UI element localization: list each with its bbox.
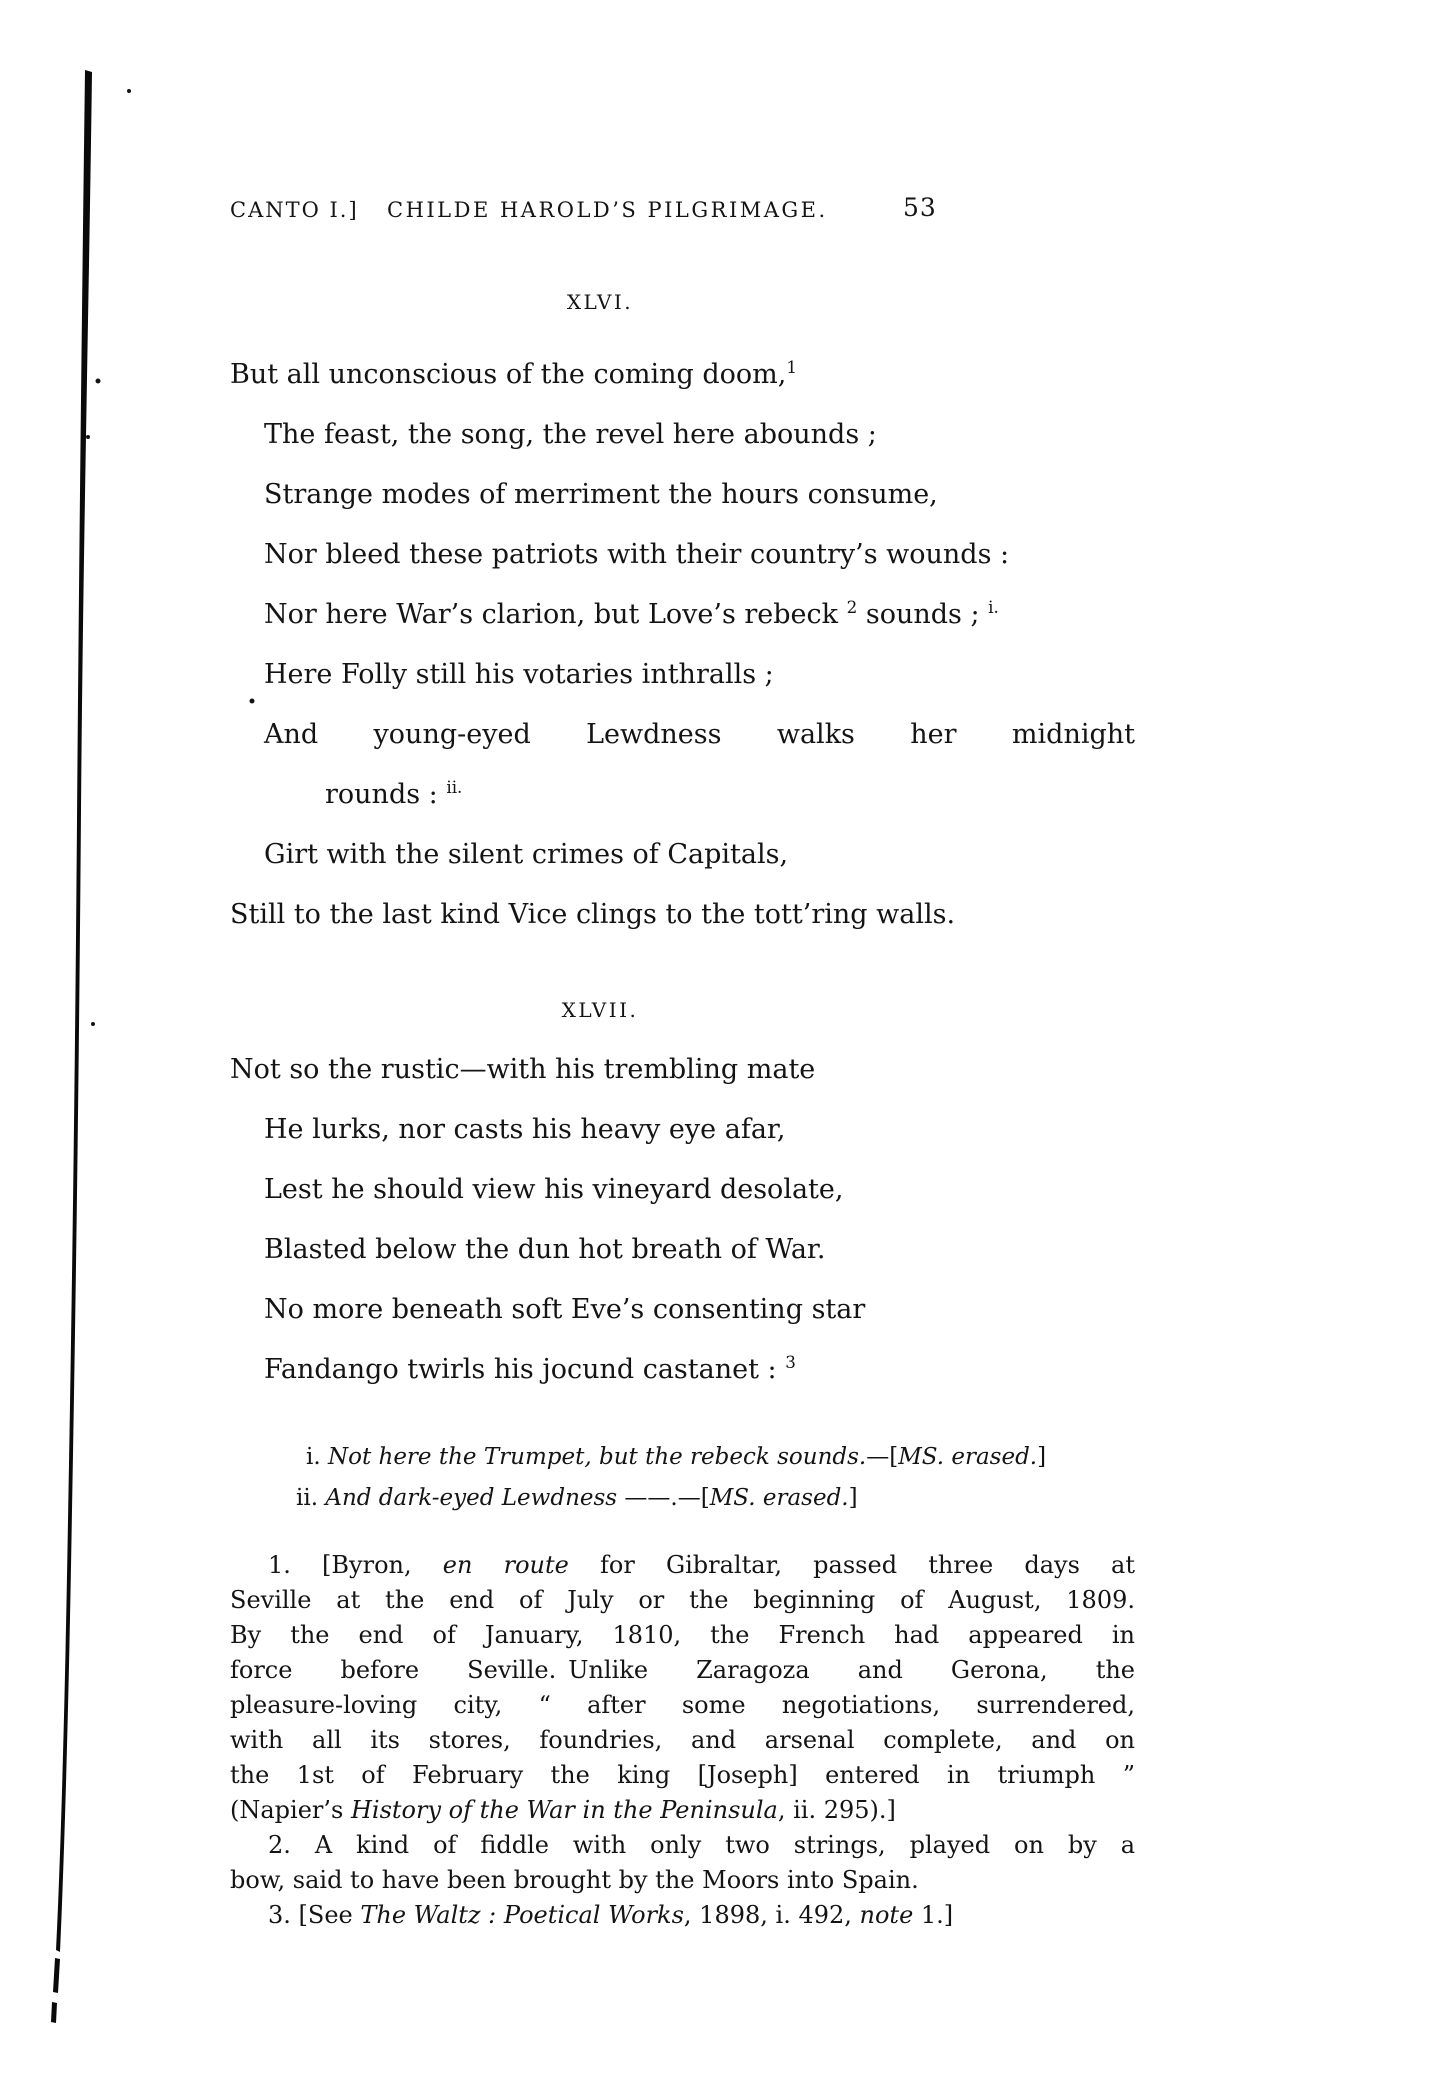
ms-note-line: [296, 1437, 1086, 1478]
footnote-line: [230, 1618, 1135, 1653]
footnote-line: [230, 1758, 1135, 1793]
text-segment: Poetical Works: [503, 1901, 684, 1929]
text-segment: bow, said to have been brought by the Moors into Spain.: [230, 1866, 919, 1894]
text-segment: , ii. 295).]: [777, 1796, 896, 1824]
text-segment: MS. erased.: [898, 1444, 1038, 1470]
page-number: 53: [903, 193, 937, 222]
ms-note-line: [296, 1478, 1086, 1519]
text-segment: 3. [See: [268, 1901, 361, 1929]
footnote-ref: ii.: [446, 777, 463, 797]
text-segment: But all unconscious of the coming doom,: [230, 359, 787, 390]
text-segment: [496, 1901, 504, 1929]
text-segment: i.: [306, 1444, 328, 1470]
text-segment: the 1st of February the king [Joseph] entered in triumph ”: [230, 1761, 1135, 1789]
footnote-line: [230, 1548, 1135, 1583]
text-segment: rounds :: [325, 779, 447, 810]
poem-line: [230, 525, 1135, 585]
text-segment: Here Folly still his votaries inthralls ;: [264, 659, 774, 690]
footnote-line: [230, 1863, 1135, 1898]
poem-line: [230, 825, 1135, 885]
text-segment: MS. erased.: [709, 1485, 849, 1511]
footnote-ref: 1: [786, 357, 797, 377]
binding-line-fragment: [51, 1958, 60, 2023]
text-segment: 1. [Byron,: [268, 1551, 443, 1579]
poem-line: [230, 1280, 1135, 1340]
text-segment: —[: [866, 1444, 899, 1470]
binding-line: [56, 70, 92, 1952]
text-segment: He lurks, nor casts his heavy eye afar,: [264, 1114, 786, 1145]
text-segment: sounds ;: [857, 599, 989, 630]
text-segment: The Waltz :: [360, 1901, 497, 1929]
poem-line: [230, 585, 1135, 645]
poem-line: [230, 765, 1135, 825]
poem-line: [230, 1220, 1135, 1280]
text-segment: Girt with the silent crimes of Capitals,: [264, 839, 789, 870]
poem-line: [230, 465, 1135, 525]
text-segment: note: [859, 1901, 914, 1929]
footnote-ref: 2: [846, 597, 858, 617]
ink-speck: [96, 379, 101, 384]
text-segment: Lest he should view his vineyard desolate,: [264, 1174, 844, 1205]
poem-line: [230, 405, 1135, 465]
text-segment: ——.—[: [617, 1485, 710, 1511]
text-segment: Strange modes of merriment the hours consume,: [264, 479, 938, 510]
ms-variant-notes: [296, 1437, 1086, 1519]
text-segment: ii.: [296, 1485, 326, 1511]
poem-line: [230, 705, 1135, 765]
text-segment: Blasted below the dun hot breath of War.: [264, 1234, 826, 1265]
ink-speck: [91, 1022, 95, 1026]
text-segment: , 1898, i. 492,: [683, 1901, 860, 1929]
footnote-ref: 3: [785, 1352, 796, 1372]
footnote-line: [230, 1583, 1135, 1618]
text-segment: ]: [848, 1485, 858, 1511]
text-segment: The feast, the song, the revel here abounds ;: [264, 419, 877, 450]
poem-line: [230, 1160, 1135, 1220]
text-segment: Nor here War’s clarion, but Love’s rebeck: [264, 599, 847, 630]
text-segment: Not here the Trumpet, but the rebeck sounds.: [327, 1444, 867, 1470]
footnote-line: [230, 1793, 1135, 1828]
footnote-line: [230, 1688, 1135, 1723]
poem-line: [230, 1100, 1135, 1160]
text-segment: Nor bleed these patriots with their country’s wounds :: [264, 539, 1010, 570]
ink-speck: [86, 435, 90, 439]
poem-line: [230, 1340, 1135, 1400]
poem-line: [230, 1040, 1135, 1100]
footnote-ref: i.: [988, 597, 999, 617]
text-segment: for Gibraltar, passed three days at: [568, 1551, 1135, 1579]
stanza-xlvii: [230, 1040, 1135, 1400]
footnote-line: [230, 1723, 1135, 1758]
text-segment: en route: [442, 1551, 569, 1579]
footnotes: [230, 1548, 1135, 1933]
footnote-line: [230, 1898, 1135, 1933]
text-segment: 1.]: [913, 1901, 954, 1929]
text-segment: Still to the last kind Vice clings to the tott’ring walls.: [230, 899, 956, 930]
text-segment: (Napier’s: [230, 1796, 351, 1824]
stanza-xlvi: [230, 345, 1135, 945]
text-segment: ]: [1037, 1444, 1047, 1470]
running-title: CHILDE HAROLD’S PILGRIMAGE.: [387, 198, 828, 222]
ink-speck: [127, 89, 131, 93]
text-segment: And young-eyed Lewdness walks her midnight: [264, 719, 1135, 750]
footnote-line: [230, 1653, 1135, 1688]
text-segment: 2. A kind of fiddle with only two strings, played on by a: [268, 1831, 1135, 1859]
text-segment: History of the War in the Peninsula: [350, 1796, 778, 1824]
text-segment: Fandango twirls his jocund castanet :: [264, 1354, 786, 1385]
stanza-number-xlvii: XLVII.: [561, 998, 639, 1022]
text-segment: And dark-eyed Lewdness: [325, 1485, 618, 1511]
poem-line: [230, 885, 1135, 945]
text-segment: with all its stores, foundries, and arsenal complete, and on: [230, 1726, 1135, 1754]
text-segment: No more beneath soft Eve’s consenting star: [264, 1294, 866, 1325]
text-segment: pleasure-loving city, “ after some negotiations, surrendered,: [230, 1691, 1135, 1719]
text-segment: Seville at the end of July or the beginning of August, 1809.: [230, 1586, 1135, 1614]
stanza-number-xlvi: XLVI.: [566, 290, 634, 314]
poem-line: [230, 645, 1135, 705]
text-segment: Not so the rustic—with his trembling mate: [230, 1054, 816, 1085]
text-segment: force before Seville. Unlike Zaragoza and Gerona, the: [230, 1656, 1135, 1684]
poem-line: [230, 345, 1135, 405]
canto-label: CANTO I.]: [230, 198, 359, 222]
text-segment: By the end of January, 1810, the French had appeared in: [230, 1621, 1135, 1649]
footnote-line: [230, 1828, 1135, 1863]
